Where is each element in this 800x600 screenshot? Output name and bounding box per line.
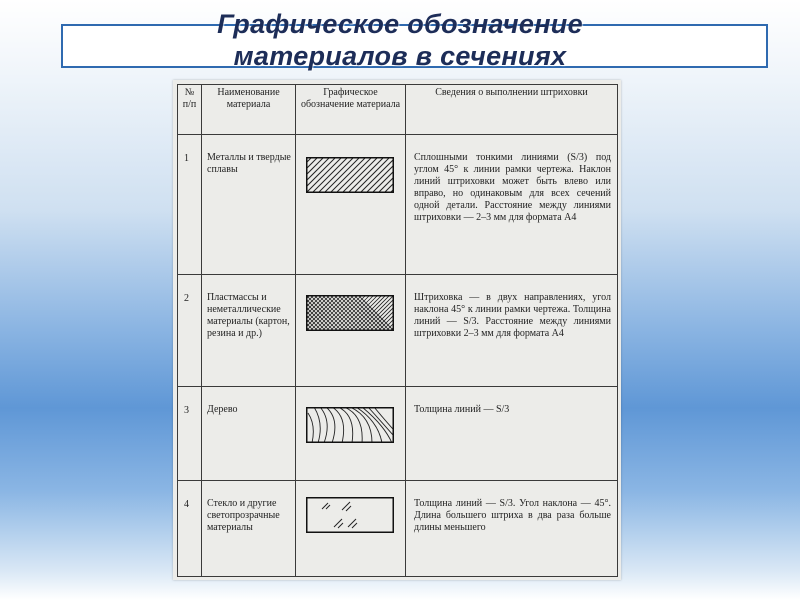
hatch-description: Толщина линий — S/3. Угол наклона — 45°. Длина большего штриха в два раза больше длины меньшего: [406, 481, 618, 577]
hatch-cell: [296, 481, 406, 577]
hatch-description: Сплошными тонкими линиями (S/3) под углом 45° к линии рамки чертежа. Наклон линий штриховки может быть влево или вправо, но одинаковым для всех сечений одной детали. Расстояние между линиями штриховки — 2–3 мм для формата А4: [406, 135, 618, 275]
row-number: 4: [178, 481, 202, 577]
cross-hatch-icon: [306, 295, 394, 331]
hatch-cell: [296, 387, 406, 481]
table-header-row: [178, 85, 618, 135]
material-name: Металлы и твердые сплавы: [202, 135, 296, 275]
hatch-description: Толщина линий — S/3: [406, 387, 618, 481]
hatch-description: Штриховка — в двух направлениях, угол наклона 45° к линии рамки чертежа. Толщина линий — S/3. Расстояние между линиями штриховки 2–3 мм для формата А4: [406, 275, 618, 387]
row-number: 3: [178, 387, 202, 481]
row-number: 2: [178, 275, 202, 387]
diagonal-hatch-icon: [306, 157, 394, 193]
table-row: [178, 275, 618, 387]
material-name: Дерево: [202, 387, 296, 481]
hatch-cell: [296, 135, 406, 275]
glass-hatch-icon: [306, 497, 394, 533]
header-num: № п/п: [178, 85, 202, 135]
slide-title: [0, 8, 800, 72]
material-name: Стекло и другие светопрозрачные материалы: [202, 481, 296, 577]
table-row: [178, 387, 618, 481]
wood-grain-icon: [306, 407, 394, 443]
slide-title-line-2: материалов в сечениях: [233, 41, 567, 71]
header-name: Наименование материала: [202, 85, 296, 135]
materials-table: [177, 84, 618, 577]
table-row: [178, 481, 618, 577]
table-row: [178, 135, 618, 275]
hatch-cell: [296, 275, 406, 387]
header-info: Сведения о выполнении штриховки: [406, 85, 618, 135]
header-graphic: Графическое обозначение материала: [296, 85, 406, 135]
material-name: Пластмассы и неметаллические материалы (картон, резина и др.): [202, 275, 296, 387]
scanned-table-sheet: [173, 80, 621, 580]
row-number: 1: [178, 135, 202, 275]
slide-title-line-1: Графическое обозначение: [217, 9, 583, 39]
